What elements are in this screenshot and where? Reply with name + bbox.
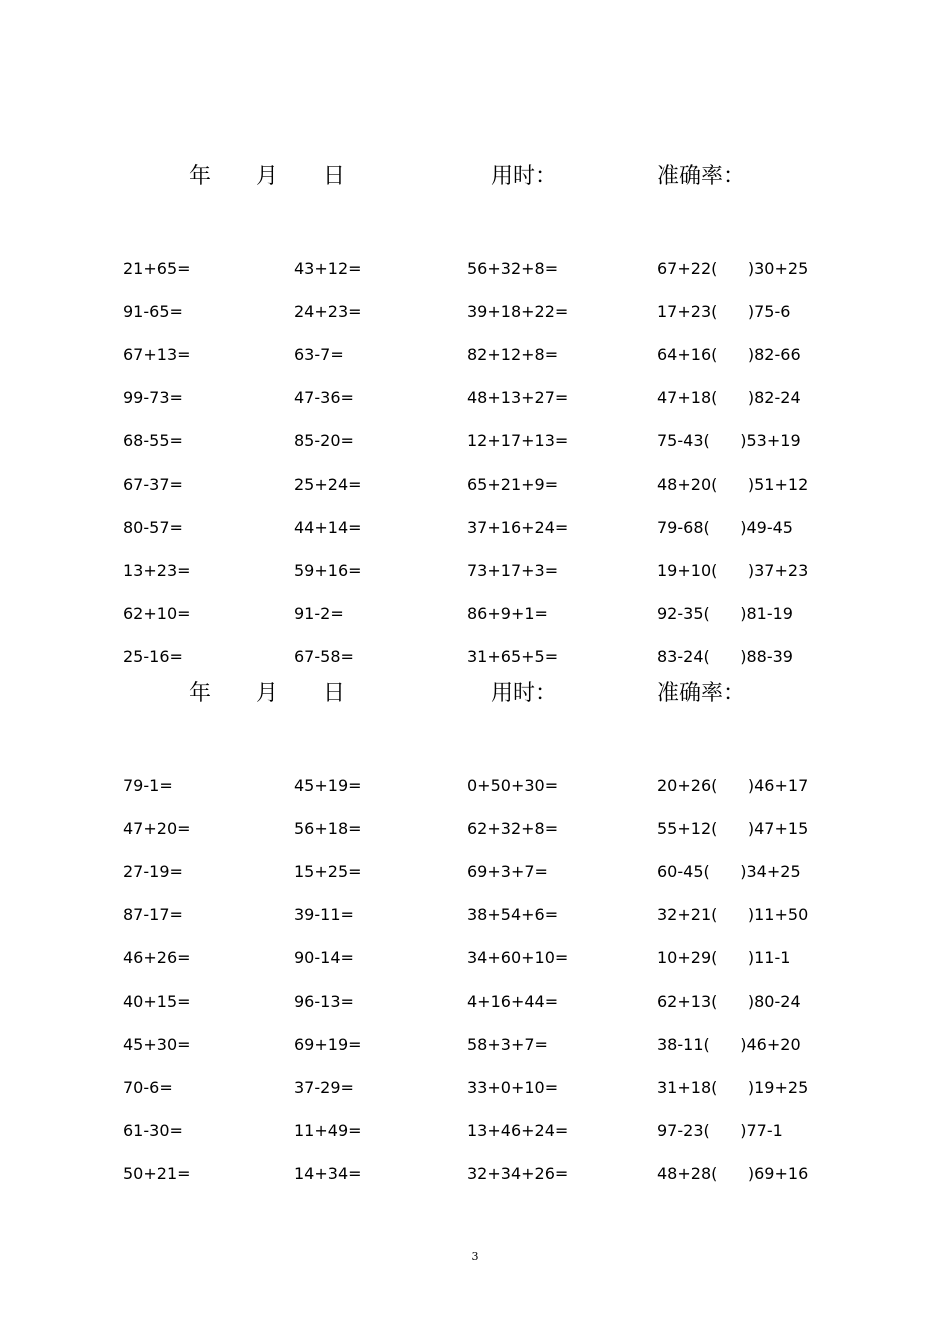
problem-row xyxy=(0,300,950,324)
month-label: 月 xyxy=(256,164,279,189)
problem-row xyxy=(0,1033,950,1057)
problem-row xyxy=(0,774,950,798)
arithmetic-problem: 25+24= xyxy=(294,474,362,494)
arithmetic-problem: 0+50+30= xyxy=(467,776,559,795)
arithmetic-problem: 43+12= xyxy=(294,259,362,278)
arithmetic-problem: 70-6= xyxy=(123,1077,173,1097)
arithmetic-problem: 61-30= xyxy=(123,1120,183,1140)
comparison-problem: 79-68( )49-45 xyxy=(657,517,793,537)
worksheet-header xyxy=(0,162,950,192)
arithmetic-problem: 68-55= xyxy=(123,431,183,451)
problem-row xyxy=(0,1162,950,1186)
comparison-problem: 97-23( )77-1 xyxy=(657,1120,783,1140)
problem-row xyxy=(0,1119,950,1143)
arithmetic-problem: 38+54+6= xyxy=(467,905,559,925)
arithmetic-problem: 96-13= xyxy=(294,991,354,1011)
arithmetic-problem: 47+20= xyxy=(123,819,191,839)
arithmetic-problem: 45+30= xyxy=(123,1034,191,1054)
arithmetic-problem: 59+16= xyxy=(294,560,362,580)
problem-row xyxy=(0,946,950,970)
comparison-problem: 19+10( )37+23 xyxy=(657,560,809,580)
comparison-problem: 64+16( )82-66 xyxy=(657,345,801,365)
comparison-problem: 48+20( )51+12 xyxy=(657,474,809,494)
arithmetic-problem: 40+15= xyxy=(123,991,191,1011)
arithmetic-problem: 31+65+5= xyxy=(467,646,559,666)
comparison-problem: 47+18( )82-24 xyxy=(657,388,801,408)
arithmetic-problem: 11+49= xyxy=(294,1120,362,1140)
arithmetic-problem: 32+34+26= xyxy=(467,1163,569,1183)
arithmetic-problem: 85-20= xyxy=(294,431,354,451)
arithmetic-problem: 4+16+44= xyxy=(467,991,559,1011)
year-label: 年 xyxy=(189,681,212,706)
arithmetic-problem: 46+26= xyxy=(123,948,191,968)
comparison-problem: 92-35( )81-19 xyxy=(657,603,793,623)
accuracy-label: 准确率： xyxy=(657,164,746,189)
problem-row xyxy=(0,473,950,497)
arithmetic-problem: 99-73= xyxy=(123,388,183,408)
arithmetic-problem: 73+17+3= xyxy=(467,560,559,580)
day-label: 日 xyxy=(323,681,346,706)
comparison-problem: 55+12( )47+15 xyxy=(657,819,809,839)
arithmetic-problem: 25-16= xyxy=(123,646,183,666)
arithmetic-problem: 13+23= xyxy=(123,560,191,580)
arithmetic-problem: 33+0+10= xyxy=(467,1077,559,1097)
comparison-problem: 20+26( )46+17 xyxy=(657,776,809,795)
arithmetic-problem: 58+3+7= xyxy=(467,1034,548,1054)
arithmetic-problem: 44+14= xyxy=(294,517,362,537)
arithmetic-problem: 62+32+8= xyxy=(467,819,559,839)
problem-row xyxy=(0,343,950,367)
comparison-problem: 60-45( )34+25 xyxy=(657,862,801,882)
problem-row xyxy=(0,386,950,410)
arithmetic-problem: 37-29= xyxy=(294,1077,354,1097)
arithmetic-problem: 80-57= xyxy=(123,517,183,537)
arithmetic-problem: 82+12+8= xyxy=(467,345,559,365)
arithmetic-problem: 67+13= xyxy=(123,345,191,365)
arithmetic-problem: 67-37= xyxy=(123,474,183,494)
arithmetic-problem: 13+46+24= xyxy=(467,1120,569,1140)
time-used-label: 用时： xyxy=(491,164,558,189)
arithmetic-problem: 45+19= xyxy=(294,776,362,795)
arithmetic-problem: 34+60+10= xyxy=(467,948,569,968)
problem-row xyxy=(0,429,950,453)
arithmetic-problem: 39-11= xyxy=(294,905,354,925)
month-label: 月 xyxy=(256,681,279,706)
arithmetic-problem: 48+13+27= xyxy=(467,388,569,408)
problem-row xyxy=(0,516,950,540)
accuracy-label: 准确率： xyxy=(657,681,746,706)
comparison-problem: 31+18( )19+25 xyxy=(657,1077,809,1097)
worksheet-header xyxy=(0,679,950,709)
problem-row xyxy=(0,257,950,281)
arithmetic-problem: 56+32+8= xyxy=(467,259,559,278)
arithmetic-problem: 86+9+1= xyxy=(467,603,548,623)
year-label: 年 xyxy=(189,164,212,189)
problem-row xyxy=(0,645,950,669)
arithmetic-problem: 63-7= xyxy=(294,345,344,365)
arithmetic-problem: 24+23= xyxy=(294,302,362,322)
arithmetic-problem: 91-65= xyxy=(123,302,183,322)
arithmetic-problem: 69+3+7= xyxy=(467,862,548,882)
arithmetic-problem: 27-19= xyxy=(123,862,183,882)
arithmetic-problem: 56+18= xyxy=(294,819,362,839)
comparison-problem: 48+28( )69+16 xyxy=(657,1163,809,1183)
comparison-problem: 17+23( )75-6 xyxy=(657,302,791,322)
arithmetic-problem: 79-1= xyxy=(123,776,173,795)
arithmetic-problem: 14+34= xyxy=(294,1163,362,1183)
problem-row xyxy=(0,817,950,841)
problem-row xyxy=(0,1076,950,1100)
arithmetic-problem: 69+19= xyxy=(294,1034,362,1054)
comparison-problem: 67+22( )30+25 xyxy=(657,259,809,278)
arithmetic-problem: 91-2= xyxy=(294,603,344,623)
page-number: 3 xyxy=(471,1250,479,1263)
arithmetic-problem: 62+10= xyxy=(123,603,191,623)
problem-row xyxy=(0,602,950,626)
arithmetic-problem: 50+21= xyxy=(123,1163,191,1183)
problem-row xyxy=(0,559,950,583)
problem-row xyxy=(0,903,950,927)
problem-row xyxy=(0,860,950,884)
time-used-label: 用时： xyxy=(491,681,558,706)
arithmetic-problem: 21+65= xyxy=(123,259,191,278)
problem-row xyxy=(0,990,950,1014)
arithmetic-problem: 47-36= xyxy=(294,388,354,408)
arithmetic-problem: 15+25= xyxy=(294,862,362,882)
comparison-problem: 62+13( )80-24 xyxy=(657,991,801,1011)
arithmetic-problem: 87-17= xyxy=(123,905,183,925)
arithmetic-problem: 37+16+24= xyxy=(467,517,569,537)
comparison-problem: 75-43( )53+19 xyxy=(657,431,801,451)
arithmetic-problem: 12+17+13= xyxy=(467,431,569,451)
day-label: 日 xyxy=(323,164,346,189)
comparison-problem: 32+21( )11+50 xyxy=(657,905,809,925)
comparison-problem: 10+29( )11-1 xyxy=(657,948,791,968)
arithmetic-problem: 90-14= xyxy=(294,948,354,968)
arithmetic-problem: 39+18+22= xyxy=(467,302,569,322)
comparison-problem: 38-11( )46+20 xyxy=(657,1034,801,1054)
arithmetic-problem: 67-58= xyxy=(294,646,354,666)
comparison-problem: 83-24( )88-39 xyxy=(657,646,793,666)
arithmetic-problem: 65+21+9= xyxy=(467,474,559,494)
